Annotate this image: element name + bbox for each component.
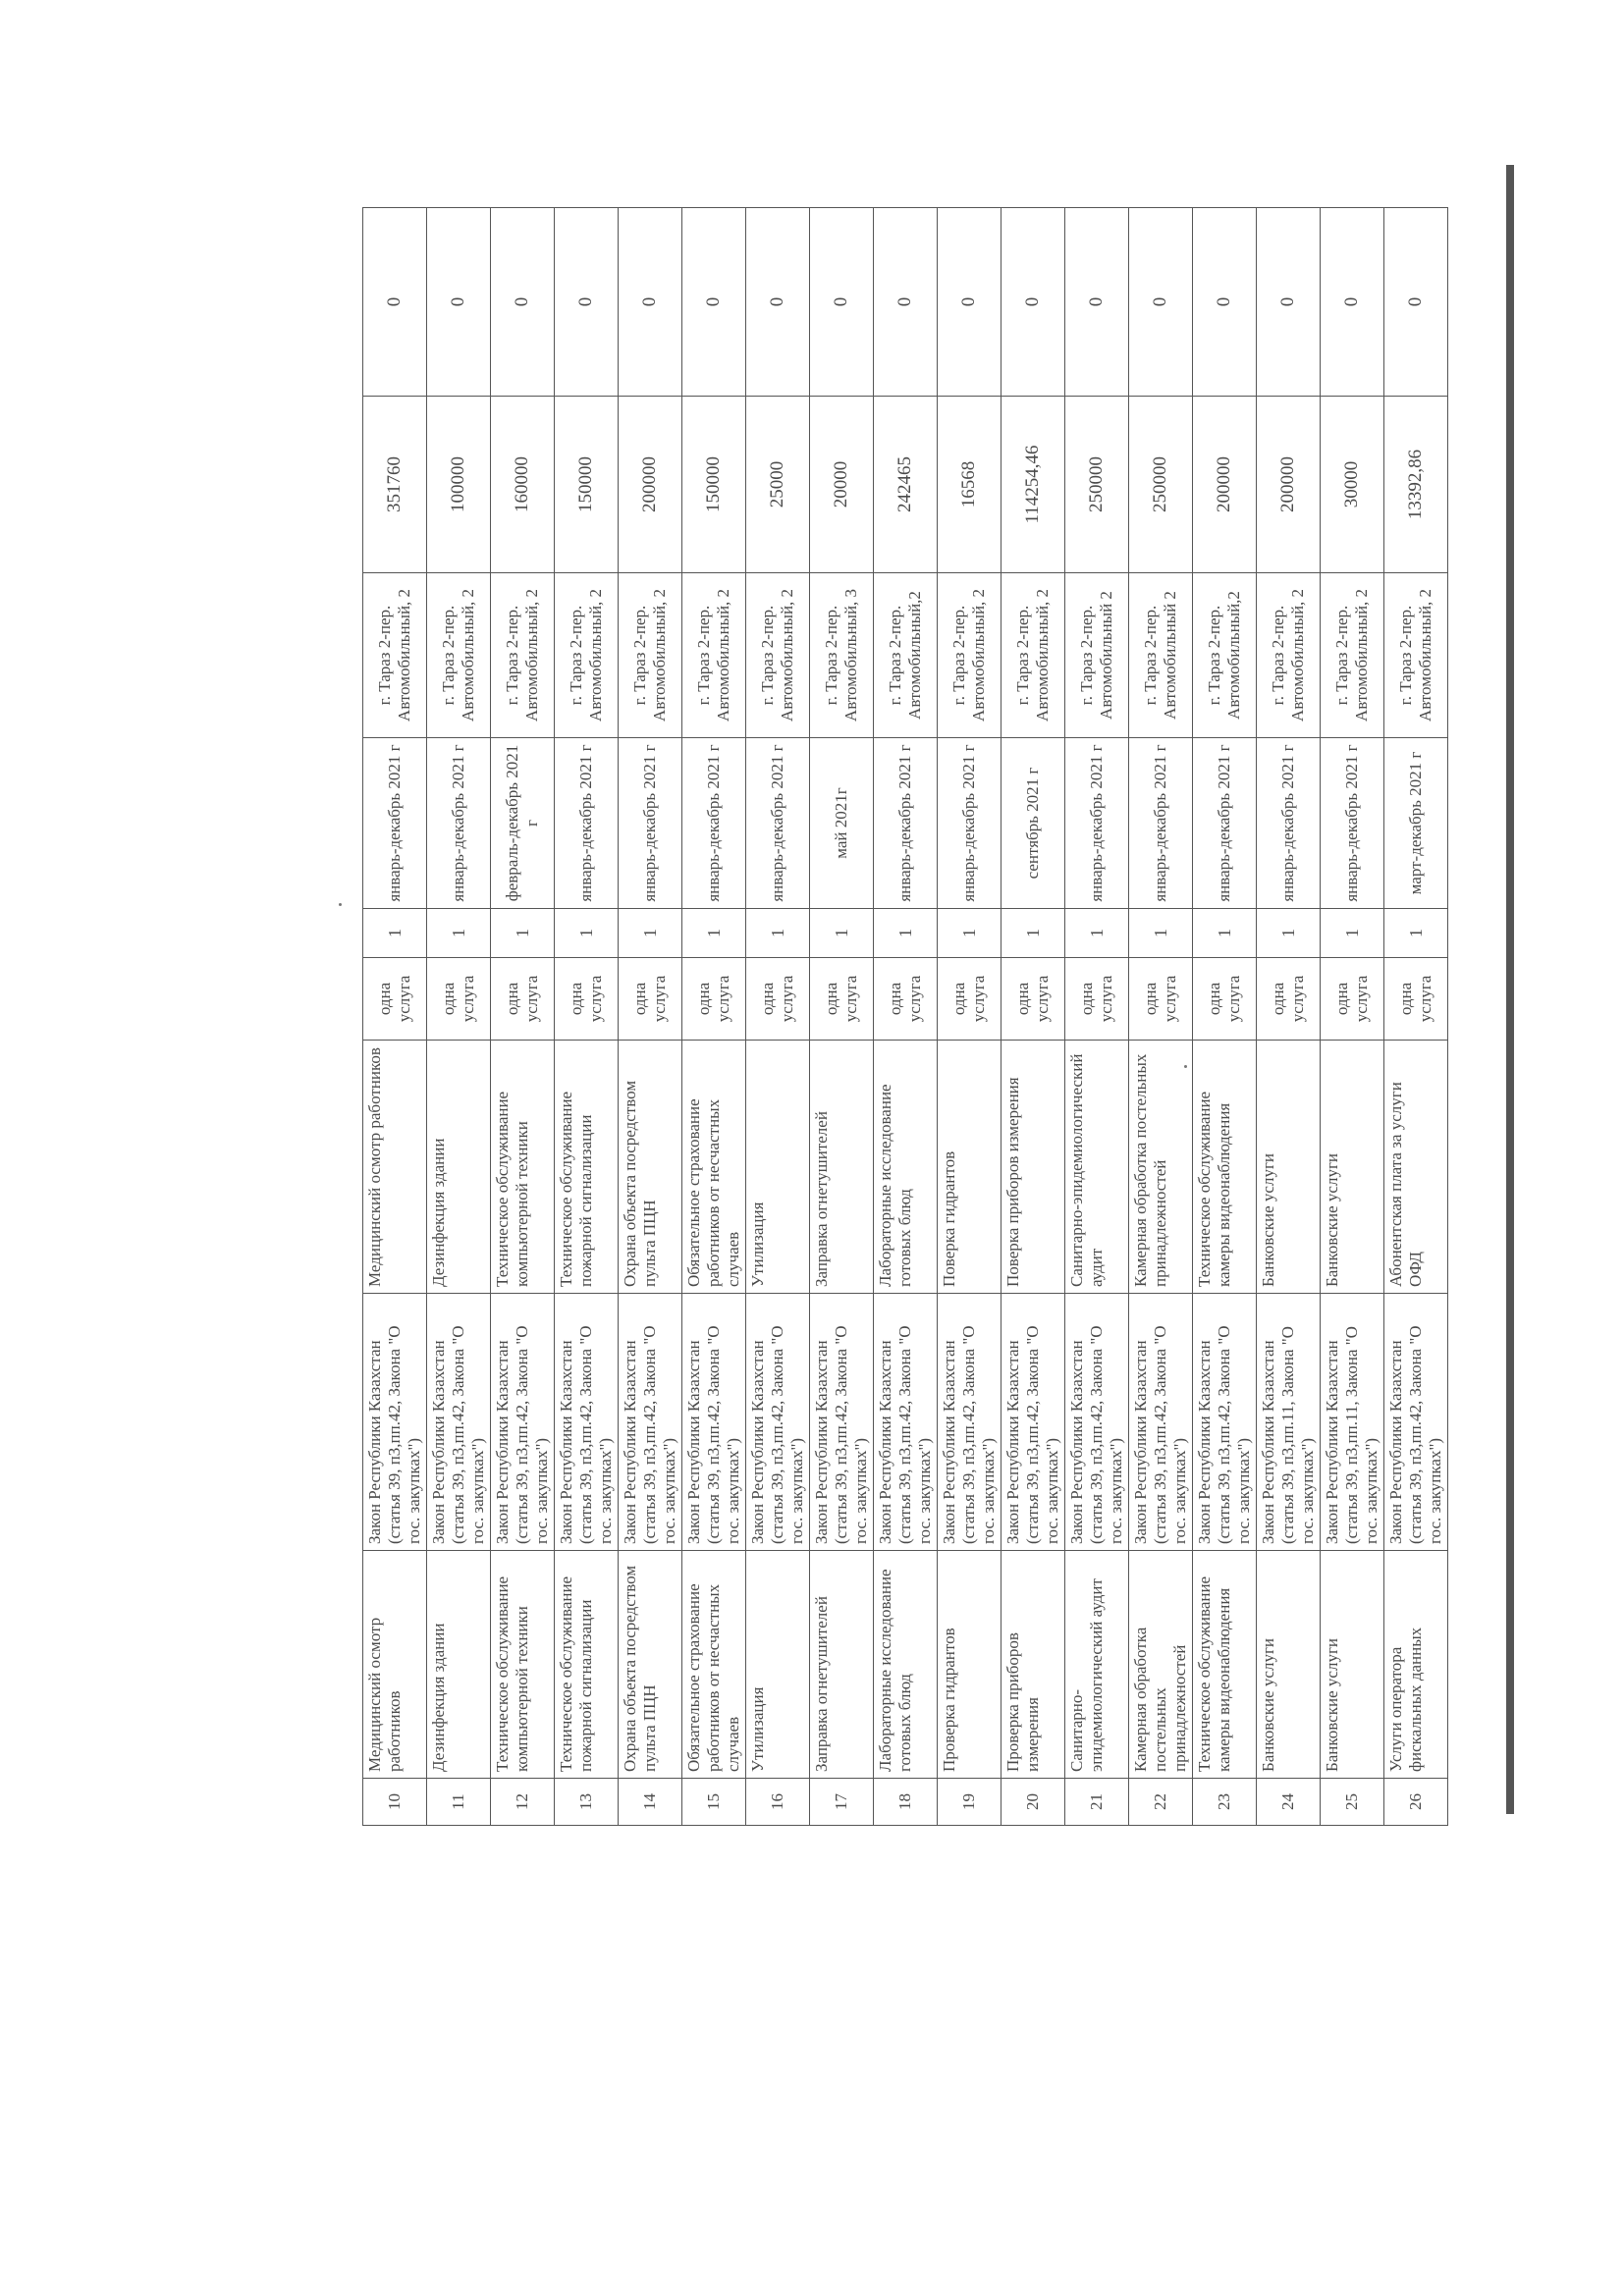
delivery-place: г. Тараз 2-пер. Автомобильный, 2 <box>1321 573 1384 738</box>
delivery-period: май 2021г <box>810 738 874 909</box>
service-name: Утилизация <box>746 1551 810 1779</box>
service-description: Техническое обслуживание компьютерной техники <box>491 1041 555 1294</box>
delivery-place: г. Тараз 2-пер. Автомобильный, 2 <box>1001 573 1065 738</box>
legal-basis: Закон Республики Казахстан (статья 39, п3,пп.42, Закона "О гос. закупках") <box>1384 1294 1448 1551</box>
quantity: 1 <box>1065 909 1129 958</box>
service-name: Техническое обслуживание компьютерной техники <box>491 1551 555 1779</box>
unit-of-measure: одна услуга <box>682 958 746 1041</box>
rotated-sheet <box>362 208 1444 1826</box>
service-name: Обязательное страхование работников от несчастных случаев <box>682 1551 746 1779</box>
legal-basis: Закон Республики Казахстан (статья 39, п3,пп.42, Закона "О гос. закупках") <box>427 1294 491 1551</box>
quantity: 1 <box>1321 909 1384 958</box>
legal-basis: Закон Республики Казахстан (статья 39, п3,пп.42, Закона "О гос. закупках") <box>874 1294 938 1551</box>
legal-basis: Закон Республики Казахстан (статья 39, п3,пп.42, Закона "О гос. закупках") <box>491 1294 555 1551</box>
delivery-place: г. Тараз 2-пер. Автомобильный,2 <box>1193 573 1257 738</box>
legal-basis: Закон Республики Казахстан (статья 39, п3,пп.42, Закона "О гос. закупках") <box>1001 1294 1065 1551</box>
service-description: Обязательное страхование работников от несчастных случаев <box>682 1041 746 1294</box>
planned-amount: 250000 <box>1129 397 1193 573</box>
delivery-period: январь-декабрь 2021 г <box>619 738 682 909</box>
planned-amount: 20000 <box>810 397 874 573</box>
unit-of-measure: одна услуга <box>1193 958 1257 1041</box>
row-number: 25 <box>1321 1779 1384 1826</box>
quantity: 1 <box>555 909 619 958</box>
advance-payment: 0 <box>1129 208 1193 397</box>
service-name: Охрана объекта посредством пульта ПЦН <box>619 1551 682 1779</box>
row-number: 21 <box>1065 1779 1129 1826</box>
quantity: 1 <box>746 909 810 958</box>
service-description: Охрана объекта посредством пульта ПЦН <box>619 1041 682 1294</box>
procurement-table <box>362 207 1448 1826</box>
advance-payment: 0 <box>363 208 427 397</box>
quantity: 1 <box>427 909 491 958</box>
unit-of-measure: одна услуга <box>810 958 874 1041</box>
unit-of-measure: одна услуга <box>1129 958 1193 1041</box>
delivery-period: январь-декабрь 2021 г <box>874 738 938 909</box>
table-row <box>555 208 619 1826</box>
advance-payment: 0 <box>427 208 491 397</box>
table-row <box>1129 208 1193 1826</box>
planned-amount: 200000 <box>619 397 682 573</box>
delivery-period: январь-декабрь 2021 г <box>746 738 810 909</box>
advance-payment: 0 <box>1193 208 1257 397</box>
unit-of-measure: одна услуга <box>619 958 682 1041</box>
table-row <box>746 208 810 1826</box>
unit-of-measure: одна услуга <box>1321 958 1384 1041</box>
service-name: Услуги оператора фискальных данных <box>1384 1551 1448 1779</box>
row-number: 23 <box>1193 1779 1257 1826</box>
service-description: Дезинфекция здании <box>427 1041 491 1294</box>
legal-basis: Закон Республики Казахстан (статья 39, п3,пп.42, Закона "О гос. закупках") <box>1129 1294 1193 1551</box>
quantity: 1 <box>810 909 874 958</box>
unit-of-measure: одна услуга <box>746 958 810 1041</box>
advance-payment: 0 <box>810 208 874 397</box>
legal-basis: Закон Республики Казахстан (статья 39, п3,пп.11, Закона "О гос. закупках") <box>1257 1294 1321 1551</box>
advance-payment: 0 <box>1257 208 1321 397</box>
row-number: 14 <box>619 1779 682 1826</box>
quantity: 1 <box>1193 909 1257 958</box>
delivery-period: январь-декабрь 2021 г <box>1321 738 1384 909</box>
planned-amount: 30000 <box>1321 397 1384 573</box>
table-row <box>682 208 746 1826</box>
service-description: Лабораторные исследование готовых блюд <box>874 1041 938 1294</box>
scan-edge-bar <box>1506 165 1514 1814</box>
planned-amount: 25000 <box>746 397 810 573</box>
service-description: Техническое обслуживание камеры видеонаблюдения <box>1193 1041 1257 1294</box>
row-number: 19 <box>938 1779 1001 1826</box>
row-number: 10 <box>363 1779 427 1826</box>
quantity: 1 <box>1001 909 1065 958</box>
delivery-period: март-декабрь 2021 г <box>1384 738 1448 909</box>
advance-payment: 0 <box>1065 208 1129 397</box>
delivery-period: февраль-декабрь 2021 г <box>491 738 555 909</box>
service-name: Санитарно-эпидемиологический аудит <box>1065 1551 1129 1779</box>
delivery-place: г. Тараз 2-пер. Автомобильный, 2 <box>491 573 555 738</box>
advance-payment: 0 <box>746 208 810 397</box>
delivery-place: г. Тараз 2-пер. Автомобильный, 2 <box>555 573 619 738</box>
delivery-place: г. Тараз 2-пер. Автомобильный, 2 <box>1384 573 1448 738</box>
service-description: Заправка огнетушителей <box>810 1041 874 1294</box>
unit-of-measure: одна услуга <box>491 958 555 1041</box>
planned-amount: 13392,86 <box>1384 397 1448 573</box>
delivery-place: г. Тараз 2-пер. Автомобильный 2 <box>1065 573 1129 738</box>
quantity: 1 <box>619 909 682 958</box>
row-number: 17 <box>810 1779 874 1826</box>
legal-basis: Закон Республики Казахстан (статья 39, п3,пп.42, Закона "О гос. закупках") <box>363 1294 427 1551</box>
delivery-place: г. Тараз 2-пер. Автомобильный,2 <box>874 573 938 738</box>
row-number: 12 <box>491 1779 555 1826</box>
delivery-period: январь-декабрь 2021 г <box>427 738 491 909</box>
legal-basis: Закон Республики Казахстан (статья 39, п3,пп.42, Закона "О гос. закупках") <box>810 1294 874 1551</box>
row-number: 15 <box>682 1779 746 1826</box>
table-row <box>1384 208 1448 1826</box>
table-row <box>491 208 555 1826</box>
planned-amount: 250000 <box>1065 397 1129 573</box>
delivery-period: январь-декабрь 2021 г <box>1193 738 1257 909</box>
unit-of-measure: одна услуга <box>363 958 427 1041</box>
unit-of-measure: одна услуга <box>1001 958 1065 1041</box>
row-number: 18 <box>874 1779 938 1826</box>
delivery-place: г. Тараз 2-пер. Автомобильный, 2 <box>938 573 1001 738</box>
table-row <box>363 208 427 1826</box>
advance-payment: 0 <box>491 208 555 397</box>
service-name: Техническое обслуживание камеры видеонаблюдения <box>1193 1551 1257 1779</box>
quantity: 1 <box>363 909 427 958</box>
advance-payment: 0 <box>619 208 682 397</box>
quantity: 1 <box>874 909 938 958</box>
delivery-period: январь-декабрь 2021 г <box>1129 738 1193 909</box>
quantity: 1 <box>491 909 555 958</box>
table-row <box>1065 208 1129 1826</box>
service-description: Медицинский осмотр работников <box>363 1041 427 1294</box>
service-description: Техническое обслуживание пожарной сигнализации <box>555 1041 619 1294</box>
planned-amount: 150000 <box>682 397 746 573</box>
advance-payment: 0 <box>682 208 746 397</box>
service-description: Банковские услуги <box>1321 1041 1384 1294</box>
delivery-place: г. Тараз 2-пер. Автомобильный 2 <box>1129 573 1193 738</box>
legal-basis: Закон Республики Казахстан (статья 39, п3,пп.11, Закона "О гос. закупках") <box>1321 1294 1384 1551</box>
service-description: Утилизация <box>746 1041 810 1294</box>
row-number: 26 <box>1384 1779 1448 1826</box>
service-description: Поверка гидрантов <box>938 1041 1001 1294</box>
quantity: 1 <box>1384 909 1448 958</box>
service-name: Банковские услуги <box>1257 1551 1321 1779</box>
unit-of-measure: одна услуга <box>1257 958 1321 1041</box>
table-row <box>1321 208 1384 1826</box>
delivery-place: г. Тараз 2-пер. Автомобильный, 2 <box>1257 573 1321 738</box>
quantity: 1 <box>682 909 746 958</box>
delivery-place: г. Тараз 2-пер. Автомобильный, 2 <box>427 573 491 738</box>
service-name: Проверка приборов измерения <box>1001 1551 1065 1779</box>
legal-basis: Закон Республики Казахстан (статья 39, п3,пп.42, Закона "О гос. закупках") <box>1193 1294 1257 1551</box>
table-body <box>363 208 1448 1826</box>
service-description: Банковские услуги <box>1257 1041 1321 1294</box>
row-number: 20 <box>1001 1779 1065 1826</box>
legal-basis: Закон Республики Казахстан (статья 39, п3,пп.42, Закона "О гос. закупках") <box>938 1294 1001 1551</box>
row-number: 22 <box>1129 1779 1193 1826</box>
delivery-place: г. Тараз 2-пер. Автомобильный, 3 <box>810 573 874 738</box>
delivery-period: январь-декабрь 2021 г <box>1257 738 1321 909</box>
legal-basis: Закон Республики Казахстан (статья 39, п3,пп.42, Закона "О гос. закупках") <box>619 1294 682 1551</box>
service-name: Банковские услуги <box>1321 1551 1384 1779</box>
quantity: 1 <box>1257 909 1321 958</box>
advance-payment: 0 <box>1321 208 1384 397</box>
legal-basis: Закон Республики Казахстан (статья 39, п3,пп.42, Закона "О гос. закупках") <box>682 1294 746 1551</box>
service-name: Заправка огнетушителей <box>810 1551 874 1779</box>
service-description: Санитарно-эпидемиологический аудит <box>1065 1041 1129 1294</box>
table-row <box>619 208 682 1826</box>
row-number: 24 <box>1257 1779 1321 1826</box>
table-row <box>1193 208 1257 1826</box>
advance-payment: 0 <box>1384 208 1448 397</box>
planned-amount: 200000 <box>1257 397 1321 573</box>
table-row <box>874 208 938 1826</box>
planned-amount: 200000 <box>1193 397 1257 573</box>
row-number: 13 <box>555 1779 619 1826</box>
table-row <box>1001 208 1065 1826</box>
legal-basis: Закон Республики Казахстан (статья 39, п3,пп.42, Закона "О гос. закупках") <box>555 1294 619 1551</box>
advance-payment: 0 <box>555 208 619 397</box>
table-row <box>810 208 874 1826</box>
service-name: Дезинфекция здании <box>427 1551 491 1779</box>
delivery-period: сентябрь 2021 г <box>1001 738 1065 909</box>
delivery-period: январь-декабрь 2021 г <box>555 738 619 909</box>
service-name: Лабораторные исследование готовых блюд <box>874 1551 938 1779</box>
row-number: 11 <box>427 1779 491 1826</box>
service-name: Камерная обработка постельных принадлежностей <box>1129 1551 1193 1779</box>
planned-amount: 242465 <box>874 397 938 573</box>
service-name: Проверка гидрантов <box>938 1551 1001 1779</box>
planned-amount: 160000 <box>491 397 555 573</box>
unit-of-measure: одна услуга <box>1065 958 1129 1041</box>
service-description: Поверка приборов измерения <box>1001 1041 1065 1294</box>
delivery-period: январь-декабрь 2021 г <box>682 738 746 909</box>
legal-basis: Закон Республики Казахстан (статья 39, п3,пп.42, Закона "О гос. закупках") <box>746 1294 810 1551</box>
advance-payment: 0 <box>874 208 938 397</box>
scan-speck <box>339 903 342 906</box>
unit-of-measure: одна услуга <box>427 958 491 1041</box>
advance-payment: 0 <box>938 208 1001 397</box>
legal-basis: Закон Республики Казахстан (статья 39, п3,пп.42, Закона "О гос. закупках") <box>1065 1294 1129 1551</box>
planned-amount: 16568 <box>938 397 1001 573</box>
delivery-period: январь-декабрь 2021 г <box>938 738 1001 909</box>
planned-amount: 150000 <box>555 397 619 573</box>
quantity: 1 <box>938 909 1001 958</box>
planned-amount: 100000 <box>427 397 491 573</box>
quantity: 1 <box>1129 909 1193 958</box>
service-name: Техническое обслуживание пожарной сигнализации <box>555 1551 619 1779</box>
service-description: Абонентская плата за услуги ОФД <box>1384 1041 1448 1294</box>
table-row <box>1257 208 1321 1826</box>
unit-of-measure: одна услуга <box>938 958 1001 1041</box>
table-row <box>427 208 491 1826</box>
row-number: 16 <box>746 1779 810 1826</box>
unit-of-measure: одна услуга <box>555 958 619 1041</box>
delivery-period: январь-декабрь 2021 г <box>1065 738 1129 909</box>
delivery-place: г. Тараз 2-пер. Автомобильный, 2 <box>619 573 682 738</box>
delivery-place: г. Тараз 2-пер. Автомобильный, 2 <box>682 573 746 738</box>
planned-amount: 114254,46 <box>1001 397 1065 573</box>
delivery-period: январь-декабрь 2021 г <box>363 738 427 909</box>
service-name: Медицинский осмотр работников <box>363 1551 427 1779</box>
service-description: Камерная обработка постельных принадлежностей <box>1129 1041 1193 1294</box>
unit-of-measure: одна услуга <box>1384 958 1448 1041</box>
table-row <box>938 208 1001 1826</box>
advance-payment: 0 <box>1001 208 1065 397</box>
delivery-place: г. Тараз 2-пер. Автомобильный, 2 <box>363 573 427 738</box>
planned-amount: 351760 <box>363 397 427 573</box>
unit-of-measure: одна услуга <box>874 958 938 1041</box>
delivery-place: г. Тараз 2-пер. Автомобильный, 2 <box>746 573 810 738</box>
